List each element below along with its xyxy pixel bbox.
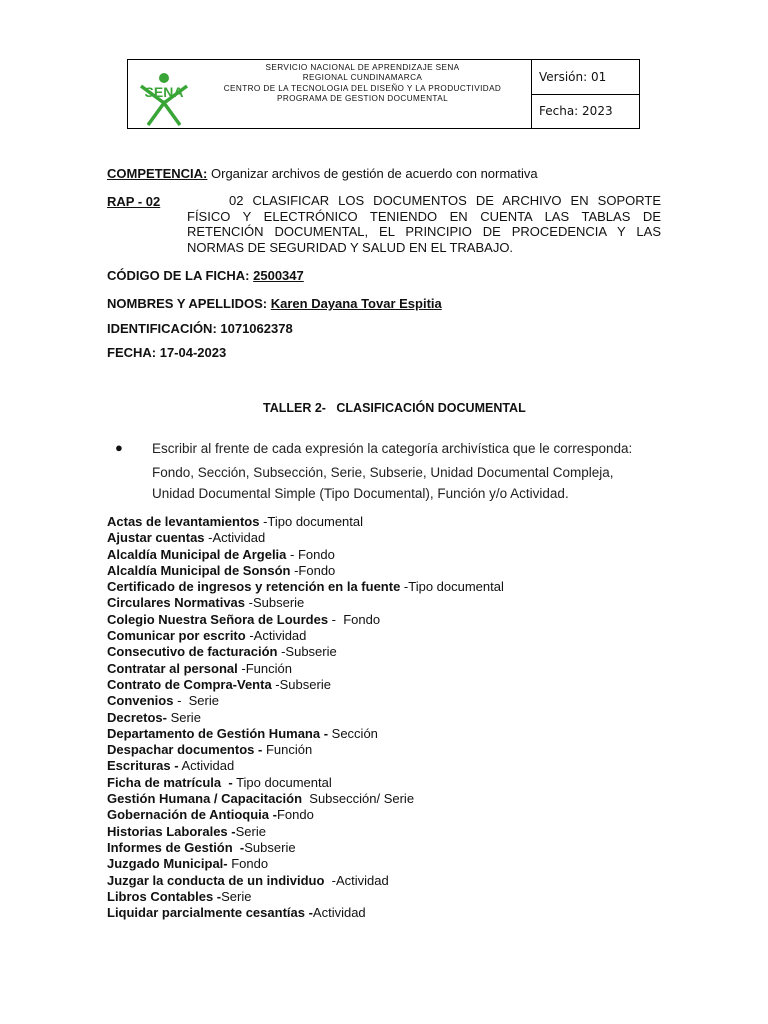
classification-list (107, 514, 504, 921)
item-answer: Tipo documental (232, 774, 332, 790)
instruction-text (152, 438, 660, 504)
item-term: Juzgar la conducta de un individuo (107, 872, 325, 888)
list-item (107, 595, 504, 611)
item-term: Liquidar parcialmente cesantías - (107, 905, 313, 921)
item-term: Alcaldía Municipal de Sonsón (107, 562, 291, 578)
item-answer: - Fondo (328, 611, 381, 627)
list-item (107, 775, 504, 791)
item-answer: Sección (328, 725, 378, 741)
version-label: Versión: 01 (539, 69, 607, 84)
item-answer: Subsección/ Serie (302, 791, 415, 807)
list-item (107, 579, 504, 595)
list-item (107, 807, 504, 823)
item-term: Juzgado Municipal- (107, 856, 228, 872)
item-term: Gobernación de Antioquia - (107, 807, 277, 823)
item-answer: -Actividad (245, 628, 307, 644)
item-term: Certificado de ingresos y retención en la fuente (107, 579, 401, 595)
list-item (107, 758, 504, 774)
item-answer: -Fondo (290, 562, 336, 578)
header-institution-lines (198, 63, 527, 105)
competencia-text: Organizar archivos de gestión de acuerdo con normativa (211, 166, 538, 181)
fecha-label: Fecha: 2023 (532, 94, 639, 129)
header-meta-cell (532, 60, 639, 128)
ficha-value: 2500347 (253, 268, 304, 283)
item-term: Decretos- (107, 709, 167, 725)
item-term: Ajustar cuentas (107, 530, 205, 546)
list-item (107, 791, 504, 807)
item-answer: -Subserie (277, 644, 337, 660)
list-item (107, 530, 504, 546)
header-line: PROGRAMA DE GESTION DOCUMENTAL (276, 94, 449, 104)
rap-text: 02 CLASIFICAR LOS DOCUMENTOS DE ARCHIVO EN SOPORTE FÍSICO Y ELECTRÓNICO TENIENDO EN CUENTA LAS TABLAS DE RETENCIÓN DOCUMENTAL, EL PRINCIPIO DE PROCEDENCIA Y LAS NORMAS DE SEGURIDAD Y SALUD EN EL TRABAJO. (187, 193, 661, 255)
item-answer: - Serie (173, 693, 219, 709)
item-answer: Serie (166, 709, 201, 725)
taller-title: TALLER 2- CLASIFICACIÓN DOCUMENTAL (263, 401, 526, 415)
item-answer: -Actividad (324, 872, 389, 888)
list-item (107, 563, 504, 579)
ficha-line (107, 268, 304, 283)
item-answer: Serie (221, 888, 252, 904)
item-term: Contrato de Compra-Venta (107, 676, 272, 692)
item-answer: Función (262, 742, 313, 758)
item-answer: Actividad (178, 758, 235, 774)
item-answer: -Subserie (271, 676, 331, 692)
item-answer: Serie (235, 823, 266, 839)
list-item (107, 628, 504, 644)
list-item (107, 661, 504, 677)
list-item (107, 840, 504, 856)
item-answer: -Tipo documental (259, 514, 364, 529)
list-item (107, 612, 504, 628)
header-line: CENTRO DE LA TECNOLOGIA DEL DISEÑO Y LA PRODUCTIVIDAD (223, 83, 502, 93)
list-item (107, 710, 504, 726)
list-item (107, 693, 504, 709)
item-term: Comunicar por escrito (107, 628, 246, 644)
sena-logo-icon (135, 70, 193, 126)
list-item (107, 742, 504, 758)
bullet-icon: ● (115, 440, 123, 455)
nombres-label: NOMBRES Y APELLIDOS: (107, 296, 268, 311)
item-term: Colegio Nuestra Señora de Lourdes (107, 611, 329, 627)
item-answer: Fondo (276, 807, 314, 823)
item-term: Gestión Humana / Capacitación (107, 791, 303, 807)
item-term: Ficha de matrícula - (107, 774, 233, 790)
item-answer: Actividad (312, 905, 366, 921)
item-answer: -Actividad (204, 530, 266, 546)
instruction-line-1: Escribir al frente de cada expresión la categoría archivística que le corresponda: (152, 441, 633, 456)
list-item (107, 726, 504, 742)
item-term: Despachar documentos - (107, 742, 263, 758)
item-term: Departamento de Gestión Humana - (107, 725, 329, 741)
item-answer: Fondo (227, 856, 269, 872)
nombres-line (107, 296, 442, 311)
instruction-line-2: Fondo, Sección, Subsección, Serie, Subserie, Unidad Documental Compleja, Unidad Documental Simple (Tipo Documental), Función y/o Actividad. (152, 465, 614, 501)
header-line: SERVICIO NACIONAL DE APRENDIZAJE SENA (265, 63, 460, 72)
item-answer: -Tipo documental (400, 579, 504, 595)
svg-text:SENA: SENA (144, 84, 184, 100)
list-item (107, 677, 504, 693)
list-item (107, 889, 504, 905)
list-item (107, 824, 504, 840)
item-term: Alcaldía Municipal de Argelia (107, 546, 287, 562)
item-answer: -Función (237, 660, 292, 676)
item-term: Historias Laborales - (107, 823, 236, 839)
item-term: Escrituras - (107, 758, 179, 774)
list-item (107, 856, 504, 872)
document-header (127, 59, 640, 129)
competencia-label: COMPETENCIA: (107, 166, 208, 181)
identificacion-line: IDENTIFICACIÓN: 1071062378 (107, 321, 293, 336)
header-institution-cell (128, 60, 532, 128)
item-term: Circulares Normativas (107, 595, 246, 611)
item-term: Actas de levantamientos (107, 514, 260, 529)
header-line: REGIONAL CUNDINAMARCA (302, 73, 423, 83)
list-item (107, 905, 504, 921)
fecha-line: FECHA: 17-04-2023 (107, 345, 227, 360)
list-item (107, 514, 504, 530)
item-term: Informes de Gestión - (107, 839, 245, 855)
rap-label: RAP - 02 (107, 194, 161, 209)
item-term: Convenios (107, 693, 174, 709)
nombres-value: Karen Dayana Tovar Espitia (270, 296, 442, 311)
item-answer: -Subserie (245, 595, 305, 611)
ficha-label: CÓDIGO DE LA FICHA: (107, 268, 250, 283)
list-item (107, 547, 504, 563)
item-term: Consecutivo de facturación (107, 644, 278, 660)
list-item (107, 644, 504, 660)
list-item (107, 873, 504, 889)
item-term: Contratar al personal (107, 660, 238, 676)
item-answer: Subserie (244, 839, 296, 855)
item-term: Libros Contables - (107, 888, 222, 904)
competencia-line (107, 166, 538, 181)
item-answer: - Fondo (286, 546, 335, 562)
